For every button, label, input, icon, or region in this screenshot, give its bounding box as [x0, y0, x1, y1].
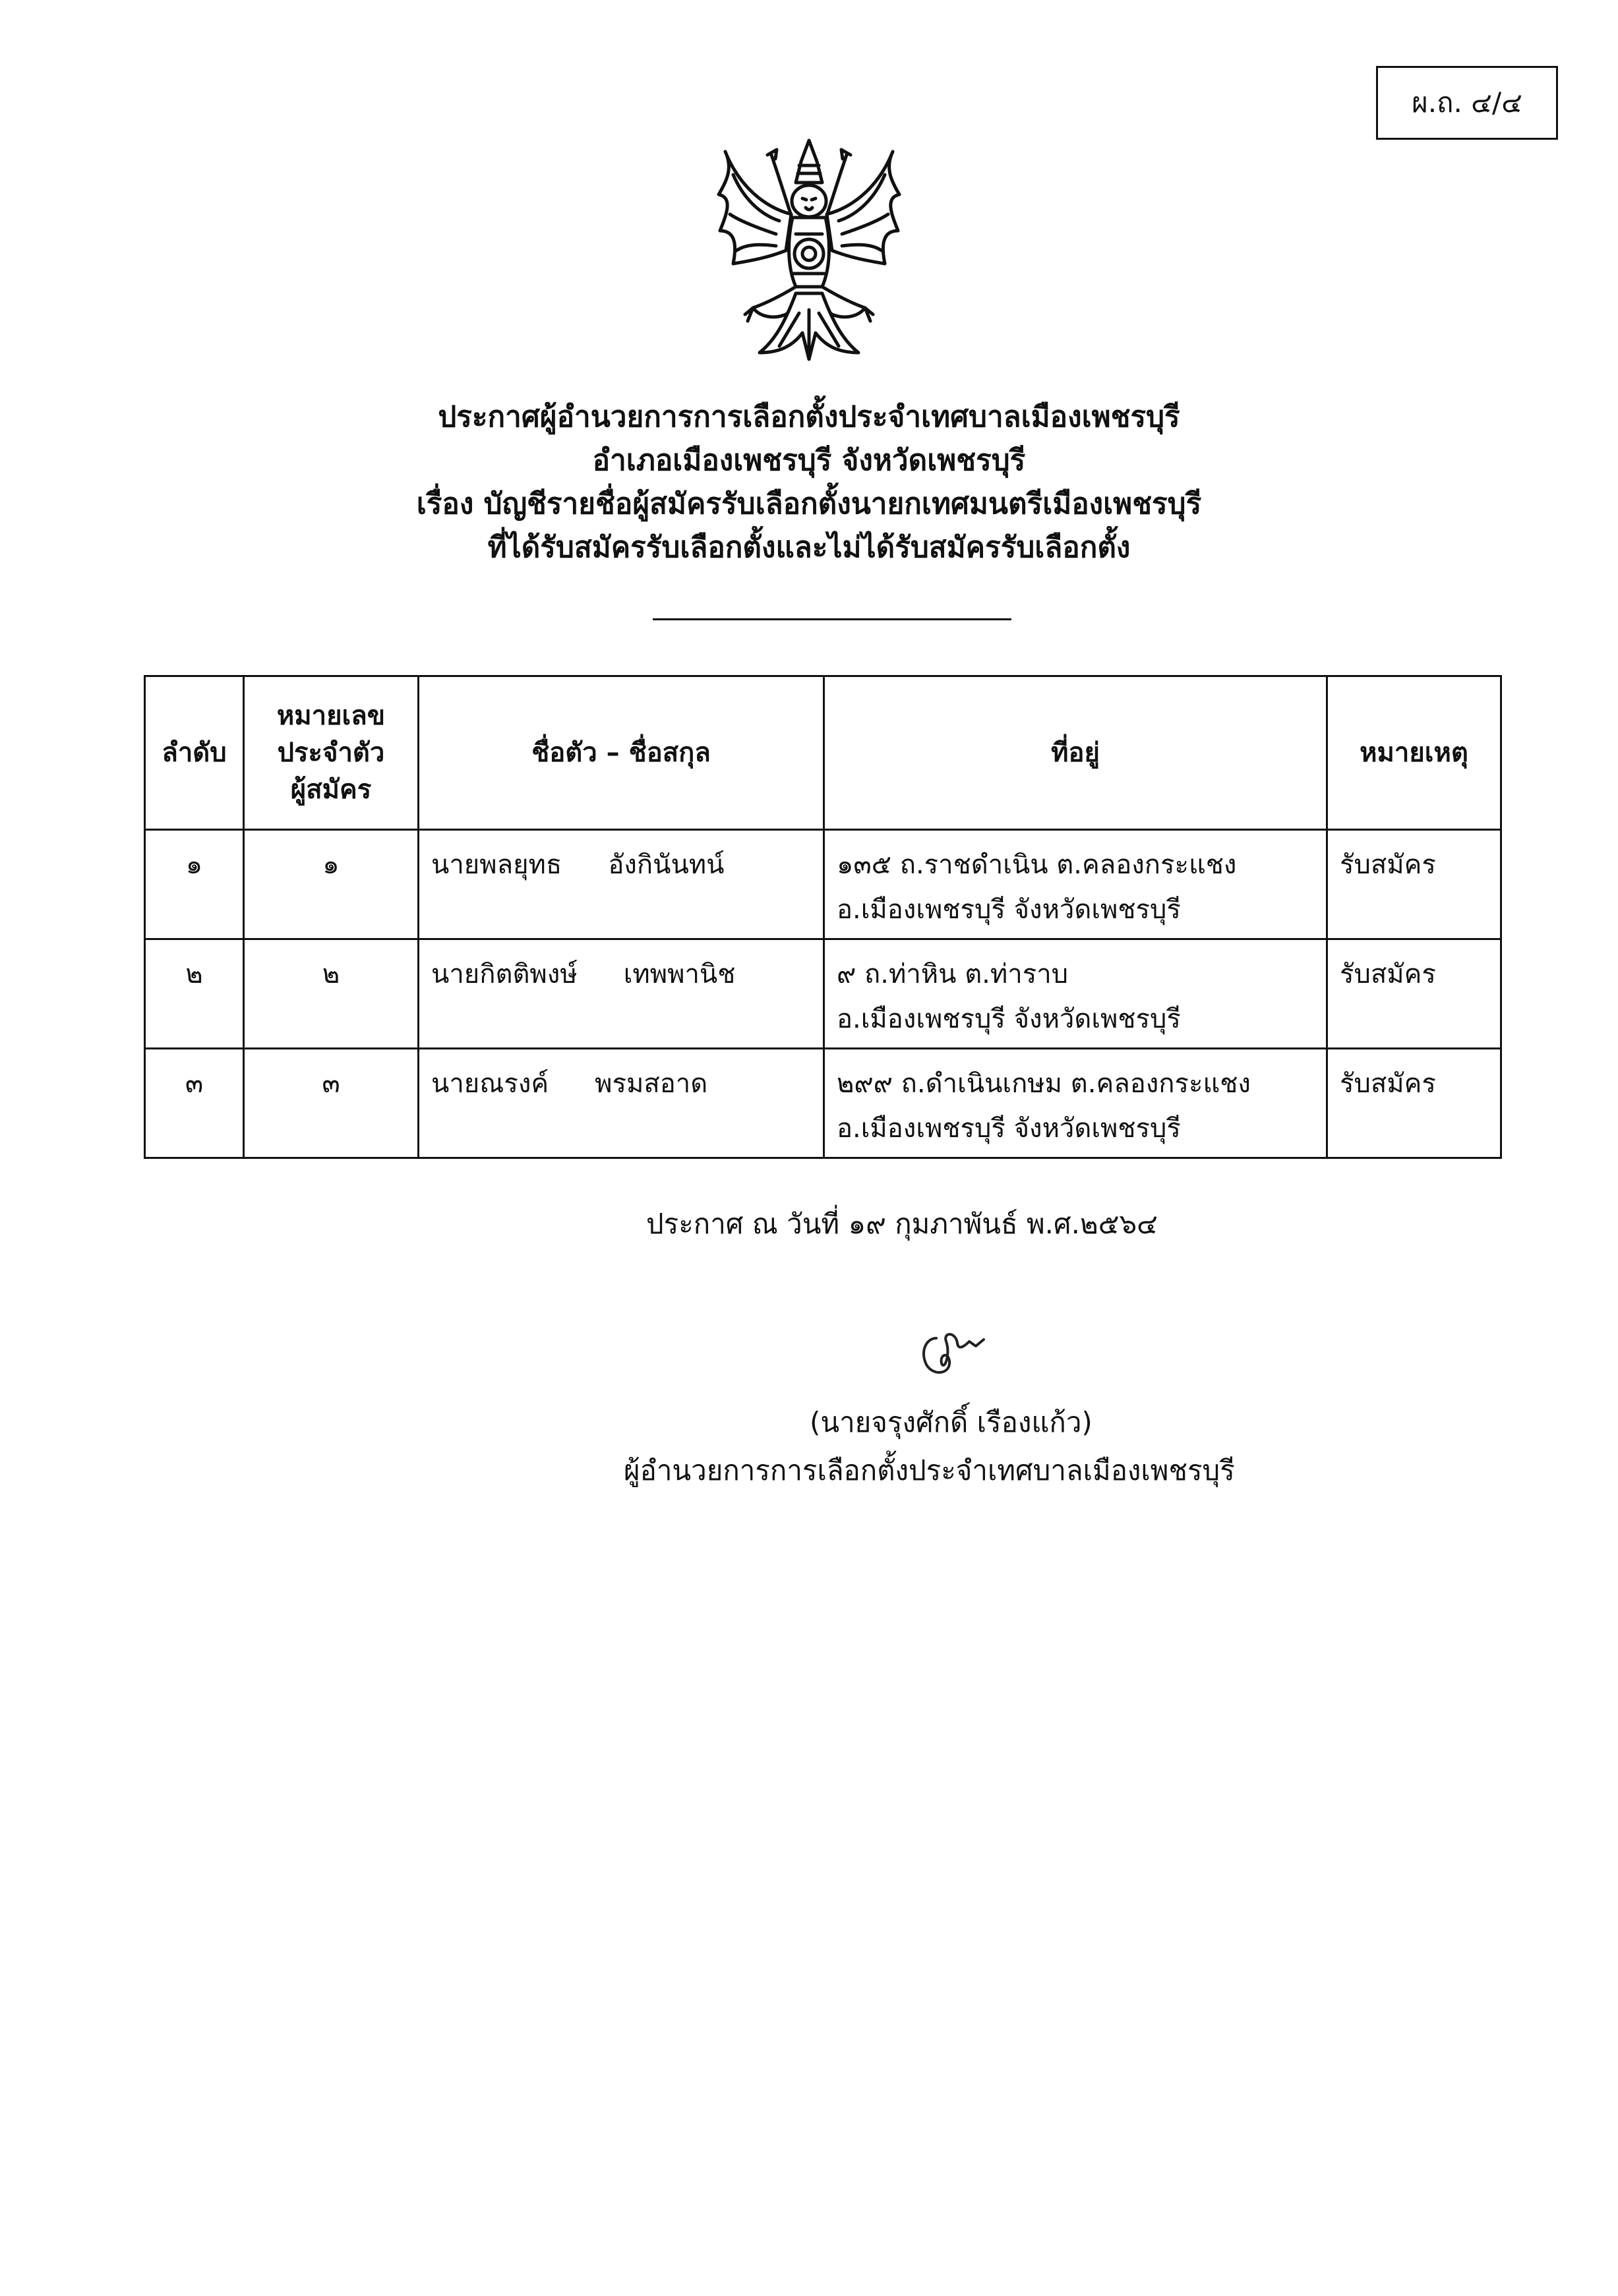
header-number-line-1: หมายเลข: [276, 701, 386, 731]
header-order: ลำดับ: [145, 676, 244, 830]
address-line-1: ๒๙๙ ถ.ดำเนินเกษม ต.คลองกระแชง: [837, 1069, 1251, 1099]
cell-number: ๑: [244, 830, 419, 939]
cell-remark: รับสมัคร: [1327, 939, 1501, 1049]
header-address: ที่อยู่: [824, 676, 1327, 830]
first-name: นายณรงค์: [431, 1069, 549, 1099]
announcement-date: ประกาศ ณ วันที่ ๑๙ กุมภาพันธ์ พ.ศ.๒๕๖๔: [646, 1208, 1158, 1240]
cell-number: ๓: [244, 1049, 419, 1158]
surname: อังกินันทน์: [608, 850, 725, 880]
table-row: [145, 830, 1501, 939]
cell-name: [419, 830, 824, 939]
address-line-1: ๙ ถ.ท่าหิน ต.ท่าราบ: [837, 959, 1069, 989]
cell-name: [419, 1049, 824, 1158]
cell-address: [824, 830, 1327, 939]
garuda-emblem-icon: [713, 135, 905, 380]
first-name: นายกิตติพงษ์: [431, 959, 578, 989]
first-name: นายพลยุทธ: [431, 850, 562, 880]
header-candidate-number: [244, 676, 419, 830]
cell-address: [824, 939, 1327, 1049]
signatory-name: (นายจรุงศักดิ์ เรืองแก้ว): [810, 1406, 1093, 1438]
header-line-1: ประกาศผู้อำนวยการการเลือกตั้งประจำเทศบาลเมืองเพชรบุรี: [438, 400, 1180, 434]
cell-address: [824, 1049, 1327, 1158]
header-line-2: อำเภอเมืองเพชรบุรี จังหวัดเพชรบุรี: [592, 444, 1026, 477]
surname: พรมสอาด: [595, 1069, 708, 1099]
header-number-line-3: ผู้สมัคร: [290, 775, 372, 805]
address-line-2: อ.เมืองเพชรบุรี จังหวัดเพชรบุรี: [837, 895, 1181, 925]
table-header-row: [145, 676, 1501, 830]
handwritten-signature: [910, 1325, 996, 1384]
address-line-2: อ.เมืองเพชรบุรี จังหวัดเพชรบุรี: [837, 1113, 1181, 1144]
header-remark: หมายเหตุ: [1327, 676, 1501, 830]
candidate-table: [144, 675, 1502, 1159]
header-line-3: เรื่อง บัญชีรายชื่อผู้สมัครรับเลือกตั้งนายกเทศมนตรีเมืองเพชรบุรี: [416, 487, 1202, 521]
header-line-4: ที่ได้รับสมัครรับเลือกตั้งและไม่ได้รับสมัครรับเลือกตั้ง: [487, 531, 1131, 564]
cell-order: ๓: [145, 1049, 244, 1158]
address-line-2: อ.เมืองเพชรบุรี จังหวัดเพชรบุรี: [837, 1004, 1181, 1034]
form-code-box: [1376, 66, 1558, 140]
header-divider: [653, 618, 1011, 620]
header-number-line-2: ประจำตัว: [277, 738, 385, 768]
header-name: ชื่อตัว – ชื่อสกุล: [419, 676, 824, 830]
cell-order: ๒: [145, 939, 244, 1049]
cell-order: ๑: [145, 830, 244, 939]
cell-number: ๒: [244, 939, 419, 1049]
signatory-title: ผู้อำนวยการการเลือกตั้งประจำเทศบาลเมืองเพชรบุรี: [624, 1454, 1235, 1487]
document-header: [0, 396, 1618, 570]
table-row: [145, 939, 1501, 1049]
cell-remark: รับสมัคร: [1327, 830, 1501, 939]
form-code: ผ.ถ. ๔/๔: [1412, 86, 1522, 119]
table-row: [145, 1049, 1501, 1158]
cell-remark: รับสมัคร: [1327, 1049, 1501, 1158]
cell-name: [419, 939, 824, 1049]
address-line-1: ๑๓๕ ถ.ราชดำเนิน ต.คลองกระแชง: [837, 850, 1237, 880]
surname: เทพพานิช: [623, 959, 736, 989]
